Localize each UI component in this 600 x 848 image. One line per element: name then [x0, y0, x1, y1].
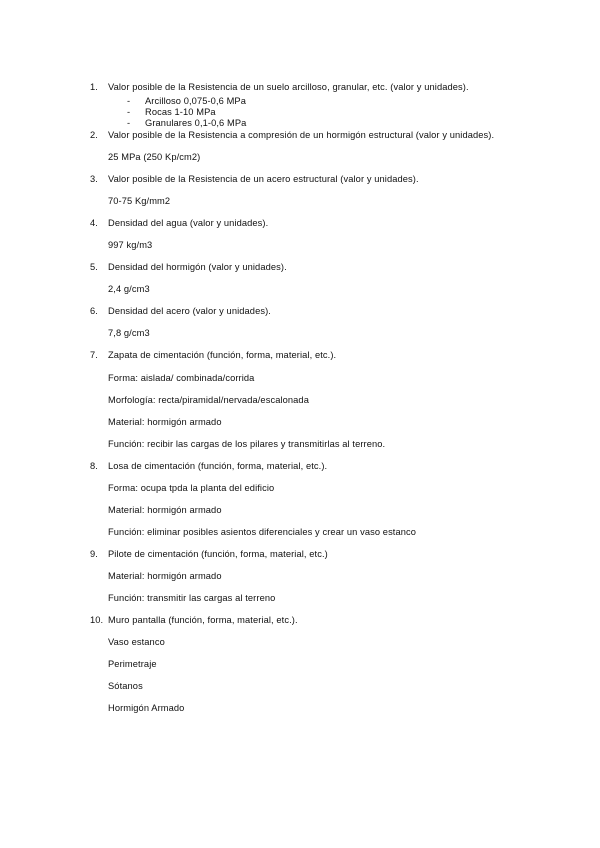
list-item-text: Rocas 1-10 MPa: [145, 107, 216, 117]
question-2: [90, 130, 494, 140]
question-text: Densidad del hormigón (valor y unidades).: [108, 262, 287, 272]
question-text: Densidad del acero (valor y unidades).: [108, 306, 271, 316]
question-8: [90, 461, 327, 471]
answer-line: Material: hormigón armado: [108, 571, 222, 581]
list-item-text: Granulares 0,1-0,6 MPa: [145, 118, 247, 128]
question-text: Pilote de cimentación (función, forma, material, etc.): [108, 549, 328, 559]
answer-line: Morfología: recta/piramidal/nervada/escalonada: [108, 395, 309, 405]
answer-line: 2,4 g/cm3: [108, 284, 150, 294]
answer-line: Sótanos: [108, 681, 143, 691]
question-text: Densidad del agua (valor y unidades).: [108, 218, 269, 228]
answer-line: Función: recibir las cargas de los pilares y transmitirlas al terreno.: [108, 439, 386, 449]
answer-line: Vaso estanco: [108, 637, 165, 647]
question-5: [90, 262, 287, 272]
question-number: 9.: [90, 549, 98, 559]
question-number: 8.: [90, 461, 98, 471]
question-6: [90, 306, 271, 316]
answer-line: Perimetraje: [108, 659, 157, 669]
question-number: 4.: [90, 218, 98, 228]
question-4: [90, 218, 268, 228]
question-number: 6.: [90, 306, 98, 316]
question-number: 3.: [90, 174, 98, 184]
question-10: [90, 615, 298, 625]
question-number: 10.: [90, 615, 104, 625]
question-3: [90, 174, 419, 184]
answer-line: 7,8 g/cm3: [108, 328, 150, 338]
answer-line: Forma: ocupa tpda la planta del edificio: [108, 483, 275, 493]
question-9: [90, 549, 328, 559]
answer-line: Función: eliminar posibles asientos diferenciales y crear un vaso estanco: [108, 527, 417, 537]
bullet-dash: -: [127, 96, 131, 106]
question-text: Zapata de cimentación (función, forma, material, etc.).: [108, 350, 337, 360]
list-item: [127, 107, 216, 117]
question-text: Losa de cimentación (función, forma, material, etc.).: [108, 461, 328, 471]
answer-line: Función: transmitir las cargas al terreno: [108, 593, 276, 603]
bullet-dash: -: [127, 107, 131, 117]
question-7: [90, 350, 336, 360]
answer-line: Forma: aislada/ combinada/corrida: [108, 373, 255, 383]
question-number: 2.: [90, 130, 98, 140]
answer-line: Hormigón Armado: [108, 703, 185, 713]
question-number: 5.: [90, 262, 98, 272]
question-text: Valor posible de la Resistencia a compresión de un hormigón estructural (valor y unidades).: [108, 130, 495, 140]
question-text: Valor posible de la Resistencia de un acero estructural (valor y unidades).: [108, 174, 419, 184]
list-item-text: Arcilloso 0,075-0,6 MPa: [145, 96, 246, 106]
question-text: Muro pantalla (función, forma, material, etc.).: [108, 615, 298, 625]
answer-line: Material: hormigón armado: [108, 417, 222, 427]
answer-line: Material: hormigón armado: [108, 505, 222, 515]
answer-line: 70-75 Kg/mm2: [108, 196, 171, 206]
answer-line: 25 MPa (250 Kp/cm2): [108, 152, 201, 162]
bullet-dash: -: [127, 118, 131, 128]
question-1: [90, 82, 469, 92]
question-text: Valor posible de la Resistencia de un suelo arcilloso, granular, etc. (valor y unidades).: [108, 82, 469, 92]
list-item: [127, 118, 246, 128]
list-item: [127, 96, 246, 106]
question-number: 1.: [90, 82, 98, 92]
question-number: 7.: [90, 350, 98, 360]
answer-line: 997 kg/m3: [108, 240, 153, 250]
